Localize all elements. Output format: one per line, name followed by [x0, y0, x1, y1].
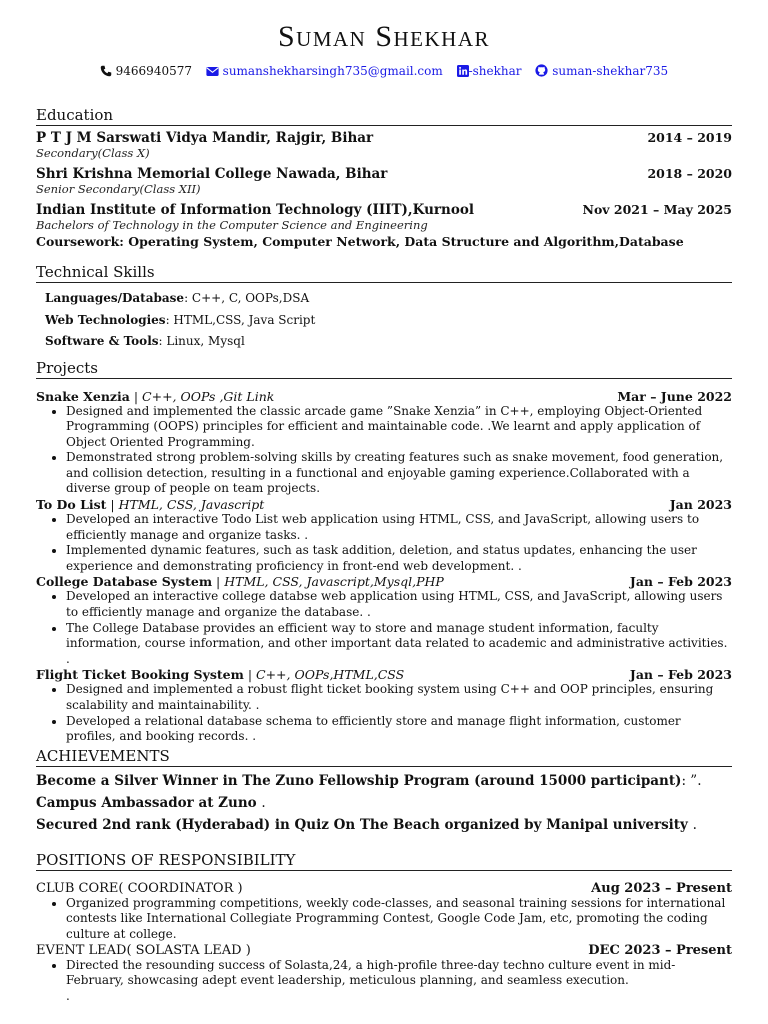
achievement-text: Become a Silver Winner in The Zuno Fellowship Program (around 15000 participant): [36, 772, 682, 789]
institution-name: Indian Institute of Information Technology (IIIT),Kurnool: [36, 202, 474, 218]
contact-line: [36, 64, 732, 82]
education-dates: 2018 – 2020: [647, 166, 732, 181]
position-bullet: • Directed the resounding success of Solasta,24, a high-profile three-day techno culture event in mid-February, showcasing adept event leadership, meticulous planning, and seamless execution.: [66, 958, 732, 989]
skill-value: : HTML,CSS, Java Script: [165, 312, 316, 327]
envelope-icon: [206, 66, 219, 77]
achievement-suffix: .: [692, 816, 697, 833]
degree-name: Senior Secondary(Class XII): [36, 182, 201, 196]
achievement-item: [36, 795, 732, 811]
skill-label: Web Technologies: [45, 312, 166, 327]
achievement-suffix: : ”.: [681, 772, 702, 789]
institution-name: Shri Krishna Memorial College Nawada, Bihar: [36, 166, 388, 182]
degree-name: Bachelors of Technology in the Computer Science and Engineering: [36, 218, 428, 232]
achievement-text: Secured 2nd rank (Hyderabad) in Quiz On The Beach organized by Manipal university: [36, 816, 693, 833]
education-dates: 2014 – 2019: [647, 130, 732, 145]
project-tech: | HTML, CSS, Javascript: [106, 497, 265, 513]
project-bullet: • Demonstrated strong problem-solving skills by creating features such as snake movement, food generation, and collision detection, resulting in a functional and enjoyable gaming experience.Collaborated with a diverse group of people on team projects.: [66, 450, 732, 497]
project-name: Flight Ticket Booking System: [36, 667, 244, 683]
skills-list: [36, 288, 732, 353]
phone-icon: [100, 65, 112, 77]
project-bullet: • Implemented dynamic features, such as task addition, deletion, and status updates, enhancing the user experience and demonstrating proficiency in front-end web development. .: [66, 543, 732, 574]
linkedin-text: -shekhar: [468, 64, 522, 78]
github-link[interactable]: [535, 64, 668, 78]
education-dates: Nov 2021 – May 2025: [582, 202, 732, 217]
email-link[interactable]: [206, 64, 447, 78]
linkedin-link[interactable]: [457, 64, 526, 78]
project-tech: | C++, OOPs ,Git Link: [129, 388, 275, 404]
skill-value: : Linux, Mysql: [158, 334, 245, 348]
achievements-heading: ACHIEVEMENTS: [36, 747, 732, 767]
education-heading: Education: [36, 106, 732, 126]
education-list: [36, 130, 732, 249]
position-dates: DEC 2023 – Present: [588, 942, 732, 958]
degree-name: Secondary(Class X): [36, 146, 150, 160]
project-dates: Jan – Feb 2023: [629, 667, 732, 683]
project-bullet: • Developed an interactive college databse web application using HTML, CSS, and JavaScript, allowing users to efficiently manage and organize the database. .: [66, 589, 732, 620]
achievement-suffix: .: [261, 794, 266, 811]
skills-heading: Technical Skills: [36, 263, 732, 283]
project-entry: [36, 389, 732, 498]
achievement-text: Campus Ambassador at Zuno: [36, 794, 262, 811]
position-role: CLUB CORE( COORDINATOR ): [36, 880, 243, 896]
skill-row: [45, 288, 732, 310]
project-bullet: • The College Database provides an efficient way to store and manage student information, faculty information, course information, and other important data related to academic and administrative activities. .: [66, 621, 732, 668]
skill-row: [45, 331, 732, 353]
linkedin-icon: [457, 65, 469, 77]
position-entry: [36, 881, 732, 943]
skill-row: [45, 310, 732, 332]
project-entry: [36, 667, 732, 744]
skill-value: : C++, C, OOPs,DSA: [184, 291, 310, 305]
education-entry: [36, 202, 732, 232]
project-entry: [36, 574, 732, 667]
email-text: sumanshekharsingh735@gmail.com: [222, 64, 443, 78]
project-bullet: • Designed and implemented a robust flight ticket booking system using C++ and OOP principles, ensuring scalability and maintainability. .: [66, 682, 732, 713]
project-dates: Jan 2023: [669, 497, 732, 513]
projects-heading: Projects: [36, 359, 732, 379]
skill-label: Software & Tools: [45, 334, 159, 348]
project-name: College Database System: [36, 574, 213, 590]
institution-name: P T J M Sarswati Vidya Mandir, Rajgir, Bihar: [36, 130, 374, 146]
phone: [100, 64, 196, 78]
position-trailing-dot: .: [66, 988, 70, 1003]
candidate-name: Suman Shekhar: [277, 20, 491, 53]
project-dates: Mar – June 2022: [617, 388, 732, 404]
project-entry: [36, 497, 732, 574]
education-entry: [36, 166, 732, 196]
phone-number: 9466940577: [115, 64, 192, 78]
project-bullet: • Developed an interactive Todo List web application using HTML, CSS, and JavaScript, allowing users to efficiently manage and organize tasks. .: [66, 512, 732, 543]
github-text: suman-shekhar735: [552, 64, 669, 78]
github-icon: [535, 64, 548, 77]
achievements-list: [36, 773, 732, 833]
position-role: EVENT LEAD( SOLASTA LEAD ): [36, 942, 251, 958]
project-dates: Jan – Feb 2023: [629, 574, 732, 590]
coursework: Coursework: Operating System, Computer Network, Data Structure and Algorithm,Database: [36, 234, 684, 249]
project-bullet: • Designed and implemented the classic arcade game ”Snake Xenzia” in C++, employing Object-Oriented Programming (OOPS) principles for efficient and maintainable code. .We learnt and apply application of Object Oriented Programming.: [66, 404, 732, 451]
achievement-item: [36, 773, 732, 789]
education-entry: [36, 130, 732, 160]
project-name: To Do List: [36, 497, 107, 513]
positions-heading: POSITIONS OF RESPONSIBILITY: [36, 851, 732, 871]
project-tech: | C++, OOPs,HTML,CSS: [243, 667, 405, 683]
position-entry: [36, 943, 732, 1003]
project-tech: | HTML, CSS, Javascript,Mysql,PHP: [212, 574, 444, 590]
achievement-item: [36, 817, 732, 833]
skill-label: Languages/Database: [45, 291, 185, 305]
position-bullet: • Organized programming competitions, weekly code-classes, and seasonal training sessions for international contests like International Collegiate Programming Contest, Google Code Jam, etc, promoting the coding culture at college.: [66, 896, 732, 943]
position-dates: Aug 2023 – Present: [591, 880, 732, 896]
project-name: Snake Xenzia: [36, 388, 130, 404]
project-bullet: • Developed a relational database schema to efficiently store and manage flight information, customer profiles, and booking records. .: [66, 714, 732, 745]
